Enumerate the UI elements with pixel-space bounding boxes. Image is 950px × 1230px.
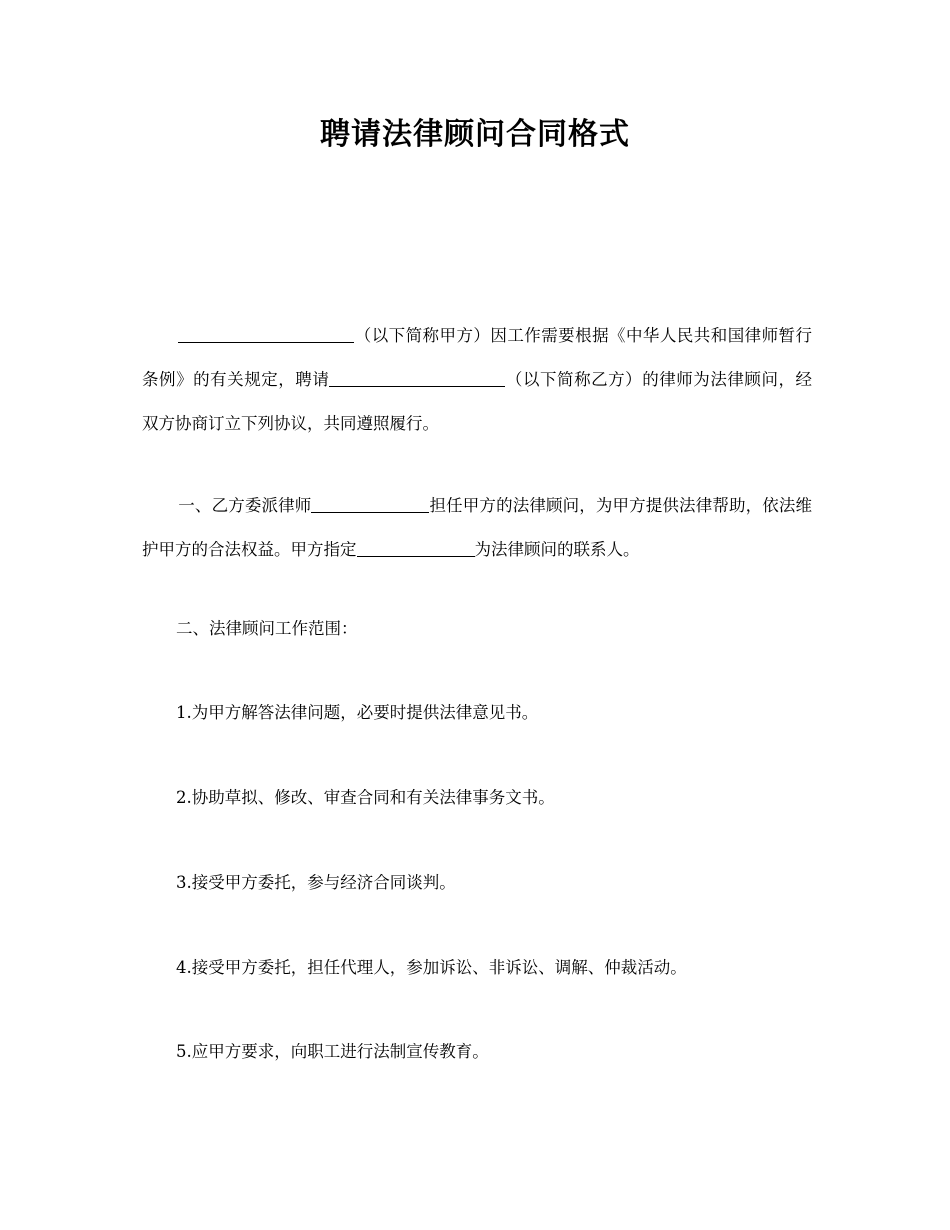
intro-text-2: （以下简称乙方）的律师为法律顾问，经双方协商订立下列协议，共同遵照履行。	[142, 370, 813, 433]
list-item: 5.应甲方要求，向职工进行法制宣传教育。	[176, 1042, 489, 1061]
clause1-text-1: 一、乙方委派律师	[178, 496, 312, 515]
intro-text-1: （以下简称甲方）因工作需要根据《中华人民共和国律师暂行条例》的有关规定，聘请	[142, 326, 812, 389]
clause1-text-2: 担任甲方的法律顾问，为甲方提供法律帮助，依法维护甲方的合法权益。甲方指定	[142, 496, 813, 559]
list-item: 4.接受甲方委托，担任代理人，参加诉讼、非诉讼、调解、仲裁活动。	[176, 958, 687, 977]
party-a-blank	[178, 326, 354, 344]
lawyer-name-blank	[311, 496, 429, 514]
party-b-blank	[329, 370, 505, 388]
list-item: 3.接受甲方委托，参与经济合同谈判。	[176, 873, 456, 892]
paragraph-intro	[142, 314, 812, 446]
list-item: 2.协助草拟、修改、审查合同和有关法律事务文书。	[176, 788, 555, 807]
section-heading-scope: 二、法律顾问工作范围：	[176, 619, 358, 638]
paragraph-clause-1	[142, 484, 812, 572]
clause1-text-3: 为法律顾问的联系人。	[474, 540, 640, 559]
list-item: 1.为甲方解答法律问题，必要时提供法律意见书。	[176, 703, 539, 722]
contact-person-blank	[357, 540, 475, 558]
document-title: 聘请法律顾问合同格式	[320, 117, 630, 152]
